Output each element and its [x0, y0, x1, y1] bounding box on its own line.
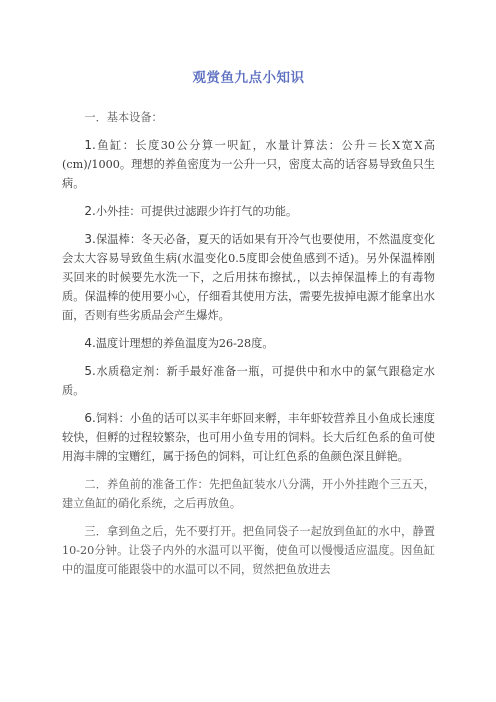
item-4-thermometer: [62, 334, 435, 353]
item-3-heater: [62, 230, 435, 325]
document-title: 观赏鱼九点小知识: [192, 70, 305, 86]
item-5-water-conditioner: [62, 362, 435, 400]
item-number: 5.: [84, 364, 96, 378]
item-number: 6.: [84, 411, 96, 425]
item-number: 3.: [84, 232, 96, 246]
item-2-hang-on-filter: [62, 202, 435, 221]
paragraph-text: 水质稳定剂：新手最好准备一瓶，可提供中和水中的氯气跟稳定水质。: [62, 365, 435, 397]
paragraph-text: 三．拿到鱼之后，先不要打开。把鱼同袋子一起放到鱼缸的水中，静置10-20分钟。让袋子内外的水温可以平衡，使鱼可以慢慢适应温度。因鱼缸中的温度可能跟袋中的水温可以不同，贸然把鱼放进去: [62, 525, 435, 576]
paragraph-text: 一．基本设备：: [84, 111, 163, 124]
item-number: 4.: [84, 336, 96, 350]
section-preparation: [62, 475, 435, 513]
paragraph-text: 小外挂：可提供过滤跟少许打气的功能。: [95, 205, 298, 218]
section-basic-equipment: [62, 108, 435, 127]
paragraph-text: 保温棒：冬天必备，夏天的话如果有开冷气也要使用，不然温度变化会太大容易导致鱼生病(水温变化0.5度即会使鱼感到不适)。另外保温棒刚买回来的时候要先水洗一下，之后用抹布擦拭,，以去掉保温棒上的有毒物质。保温棒的使用要小心，仔细看其使用方法，需要先拔掉电源才能拿出水面，否则有些劣质品会产生爆炸。: [62, 233, 435, 322]
paragraph-text: 温度计理想的养鱼温度为26-28度。: [95, 337, 274, 350]
section-acclimation: [62, 522, 435, 579]
item-number: 2.: [84, 204, 96, 218]
paragraph-text: 饲料：小鱼的话可以买丰年虾回来孵，丰年虾较营养且小鱼成长速度较快，但孵的过程较繁杂，也可用小鱼专用的饲料。长大后红色系的鱼可使用海丰牌的宝赠红，属于扬色的饲料，可让红色系的鱼颜色深且鲜艳。: [62, 412, 435, 463]
paragraph-text: 鱼缸：长度30公分算一呎缸，水量计算法：公升＝长X宽X高(cm)/1000。理想的养鱼密度为一公升一只，密度太高的话容易导致鱼只生病。: [62, 139, 435, 190]
item-number: 1.: [84, 138, 96, 152]
paragraph-text: 二．养鱼前的准备工作：先把鱼缸装水八分满，开小外挂跑个三五天，建立鱼缸的硝化系统，之后再放鱼。: [62, 478, 435, 510]
item-6-feed: [62, 409, 435, 466]
item-1-fish-tank: [62, 136, 435, 193]
